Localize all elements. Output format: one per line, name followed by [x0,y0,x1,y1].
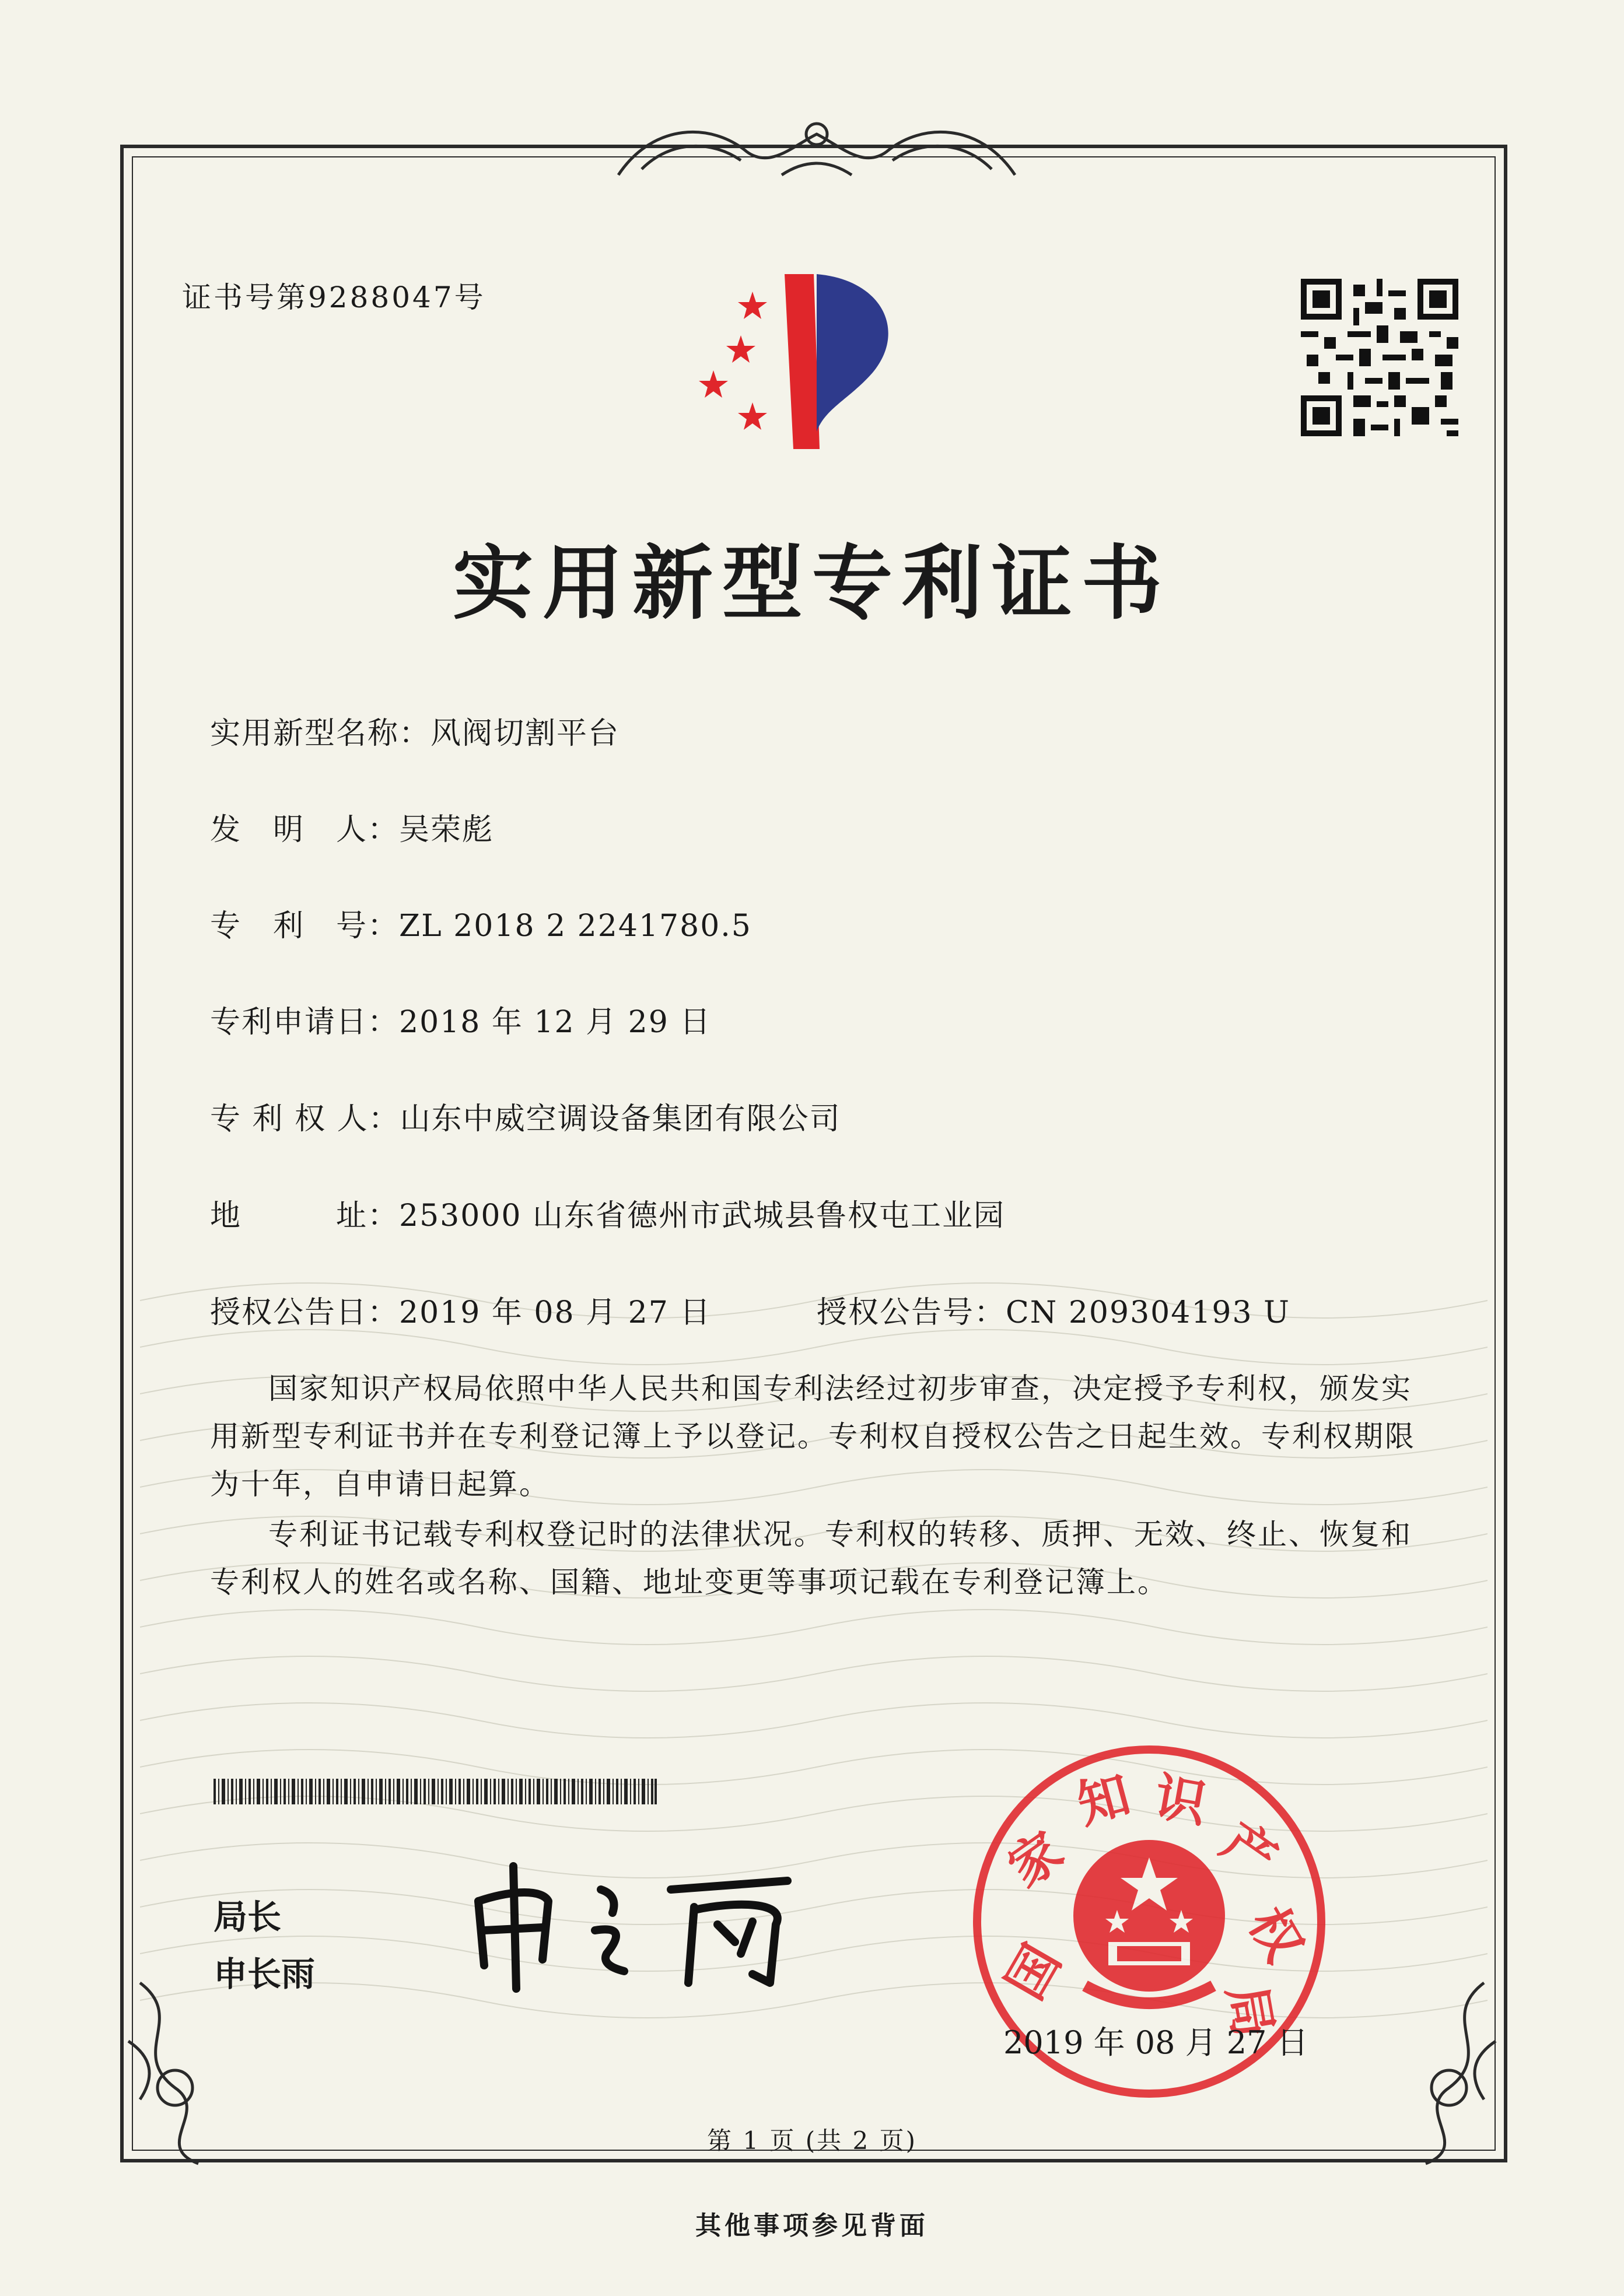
field-address [210,1191,1005,1235]
director-name: 申长雨 [214,1954,316,1994]
field-value: ZL 2018 2 2241780.5 [399,909,752,944]
svg-text:权: 权 [1237,1897,1315,1972]
field-value: 2018 年 12 月 29 日 [399,1005,712,1040]
svg-text:知: 知 [1071,1763,1136,1836]
patent-office-logo-icon [697,257,942,455]
seal-date: 2019 年 08 月 27 日 [1003,2024,1308,2061]
field-label: 授权公告号： [817,1295,1006,1330]
signature-icon [461,1855,822,1994]
field-inventor [210,805,494,849]
svg-text:家: 家 [997,1820,1074,1899]
field-application-date [210,997,711,1041]
svg-text:国: 国 [994,1934,1073,2010]
field-label: 发 明 人： [210,812,400,847]
field-announcement-number [817,1288,1290,1331]
field-label: 专 利 权 人： [210,1102,400,1137]
qr-code-icon [1301,279,1458,436]
field-label: 专利申请日： [210,1005,400,1040]
field-label: 实用新型名称： [210,716,431,751]
legal-paragraph-1: 国家知识产权局依照中华人民共和国专利法经过初步审查，决定授予专利权，颁发实用新型专利证书并在专利登记簿上予以登记。专利权自授权公告之日起生效。专利权期限为十年，自申请日起算。 [210,1372,1416,1501]
director-title: 局长 [214,1897,282,1937]
back-note: 其他事项参见背面 [695,2211,929,2241]
field-value: 吴荣彪 [399,812,494,847]
field-value: CN 209304193 U [1006,1295,1290,1330]
field-patent-number [210,901,752,945]
field-grant-date [210,1288,711,1331]
certificate-title: 实用新型专利证书 [452,535,1171,630]
field-label: 专 利 号： [210,909,400,944]
svg-text:产: 产 [1211,1810,1288,1890]
legal-paragraph-2: 专利证书记载专利权登记时的法律状况。专利权的转移、质押、无效、终止、恢复和专利权人的姓名或名称、国籍、地址变更等事项记载在专利登记簿上。 [210,1517,1412,1599]
top-ornament-icon [607,111,1027,187]
field-value: 253000 山东省德州市武城县鲁权屯工业园 [399,1198,1006,1233]
barcode-icon [214,1779,657,1804]
field-label: 授权公告日： [210,1295,400,1330]
field-value: 2019 年 08 月 27 日 [399,1295,712,1330]
field-label: 地 址： [210,1198,400,1233]
certificate-number: 证书号第9288047号 [182,281,486,314]
field-value: 山东中威空调设备集团有限公司 [400,1102,841,1137]
field-patentee [210,1094,841,1138]
svg-text:识: 识 [1150,1765,1212,1835]
svg-text:局: 局 [1216,1980,1285,2042]
field-utility-model-name [210,709,620,752]
field-value: 风阀切割平台 [430,716,620,751]
page-number: 第 1 页 (共 2 页) [707,2126,917,2155]
